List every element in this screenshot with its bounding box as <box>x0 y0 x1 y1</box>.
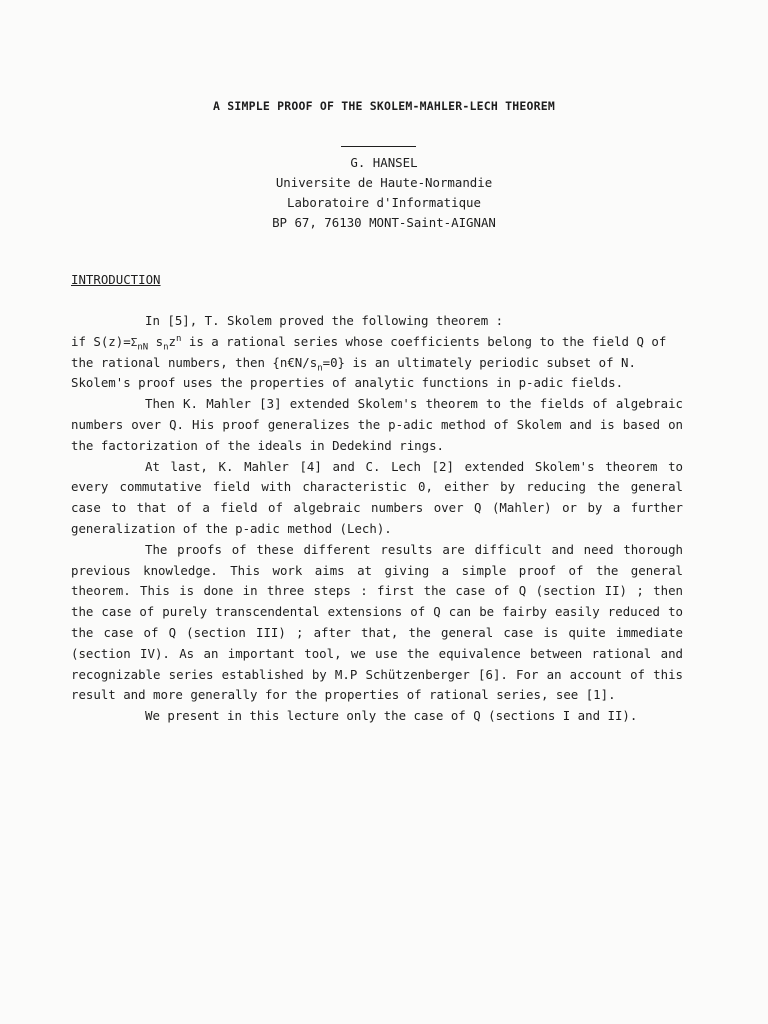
title-divider <box>341 146 416 147</box>
subscript: n <box>317 363 323 374</box>
paragraph-3-line-1: At last, K. Mahler [4] and C. Lech [2] extended Skolem's theorem to <box>145 458 683 474</box>
paragraph-4-line-6: (section IV). As an important tool, we use the equivalence between rational and <box>71 645 683 661</box>
paragraph-4-line-3: theorem. This is done in three steps : first the case of Q (section II) ; then <box>71 583 683 599</box>
subscript: N <box>142 342 149 353</box>
author-affiliation-university: Universite de Haute-Normandie <box>275 175 493 190</box>
paragraph-1-line-4: Skolem's proof uses the properties of analytic functions in p-adic fields. <box>71 375 624 391</box>
paragraph-2-line-2: numbers over Q. His proof generalizes the p-adic method of Skolem and is based on <box>71 416 683 432</box>
sum-symbol: Σ <box>130 335 138 349</box>
author-name: G. HANSEL <box>350 155 418 170</box>
paragraph-4-line-8: result and more generally for the properties of rational series, see [1]. <box>71 687 616 703</box>
formula-text: z <box>168 333 176 349</box>
paragraph-1-line-1: In [5], T. Skolem proved the following theorem : <box>145 313 504 328</box>
formula-text: if S(z)= <box>71 333 131 349</box>
subscript: n <box>163 342 169 353</box>
paragraph-2-line-1: Then K. Mahler [3] extended Skolem's theorem to the fields of algebraic <box>145 396 683 412</box>
section-heading-introduction: INTRODUCTION <box>71 272 161 287</box>
paragraph-3-line-3: case to that of a field of algebraic numbers over Q (Mahler) or by a further <box>71 500 683 516</box>
author-address: BP 67, 76130 MONT-Saint-AIGNAN <box>272 215 496 230</box>
introduction-body <box>71 311 683 727</box>
paragraph-3-line-2: every commutative field with characteristic 0, either by reducing the general <box>71 479 683 495</box>
subscript: n <box>137 342 143 353</box>
paragraph-4-line-7: recognizable series established by M.P Schützenberger [6]. For an account of this <box>71 666 683 682</box>
author-block <box>0 153 768 233</box>
paragraph-4-line-5: the case of Q (section III) ; after that, the general case is quite immediate <box>71 624 683 640</box>
formula-text: =0} is an ultimately periodic subset of N. <box>322 354 636 370</box>
author-affiliation-lab: Laboratoire d'Informatique <box>287 195 481 210</box>
paragraph-4-line-1: The proofs of these different results are difficult and need thorough <box>145 541 683 557</box>
formula-text: is a rational series whose coefficients belong to the field Q of <box>181 333 667 349</box>
paragraph-1-line-3 <box>71 353 683 374</box>
superscript: n <box>175 333 182 344</box>
formula-text: the rational numbers, then {n€N/s <box>71 354 318 370</box>
formula-text: s <box>155 333 164 349</box>
paragraph-3-line-4: generalization of the p-adic method (Lech). <box>71 520 392 536</box>
paragraph-4-line-4: the case of purely transcendental extensions of Q can be fairby easily reduced to <box>71 604 683 620</box>
paragraph-4-line-2: previous knowledge. This work aims at giving a simple proof of the general <box>71 562 683 578</box>
paragraph-1-line-2 <box>71 332 683 353</box>
paragraph-5-line-1: We present in this lecture only the case of Q (sections I and II). <box>145 708 638 724</box>
paragraph-2-line-3: the factorization of the ideals in Dedekind rings. <box>71 437 444 453</box>
paper-title: A SIMPLE PROOF OF THE SKOLEM-MAHLER-LECH THEOREM <box>213 99 555 113</box>
